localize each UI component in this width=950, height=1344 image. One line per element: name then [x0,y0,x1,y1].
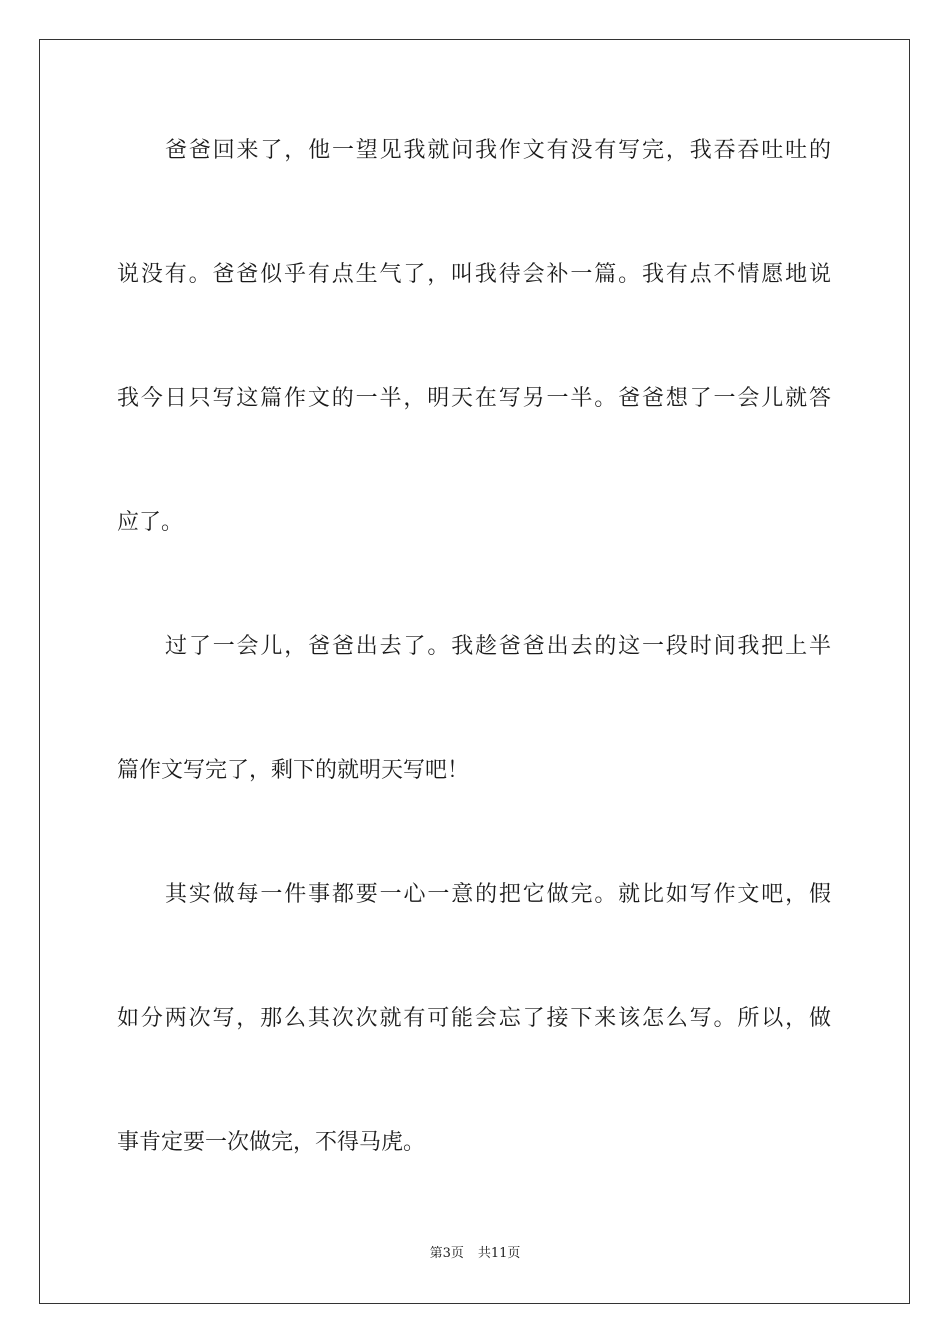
text-line: 如分两次写，那么其次次就有可能会忘了接下来该怎么写。所以，做 [117,1006,831,1031]
page-total: 共11页 [477,1246,521,1261]
text-line: 爸爸回来了，他一望见我就问我作文有没有写完，我吞吞吐吐的 [165,138,831,163]
text-line: 事肯定要一次做完，不得马虎。 [117,1130,426,1155]
text-line: 其实做每一件事都要一心一意的把它做完。就比如写作文吧，假 [165,882,831,907]
page-border [39,39,910,1304]
page-footer [0,1245,950,1263]
text-line: 篇作文写完了，剩下的就明天写吧！ [117,758,470,783]
text-line: 我今日只写这篇作文的一半，明天在写另一半。爸爸想了一会儿就答 [117,386,831,411]
text-line: 说没有。爸爸似乎有点生气了，叫我待会补一篇。我有点不情愿地说 [117,262,831,287]
page-number: 第3页 [429,1246,464,1261]
text-line: 过了一会儿，爸爸出去了。我趁爸爸出去的这一段时间我把上半 [165,634,831,659]
text-line: 应了。 [117,510,184,535]
